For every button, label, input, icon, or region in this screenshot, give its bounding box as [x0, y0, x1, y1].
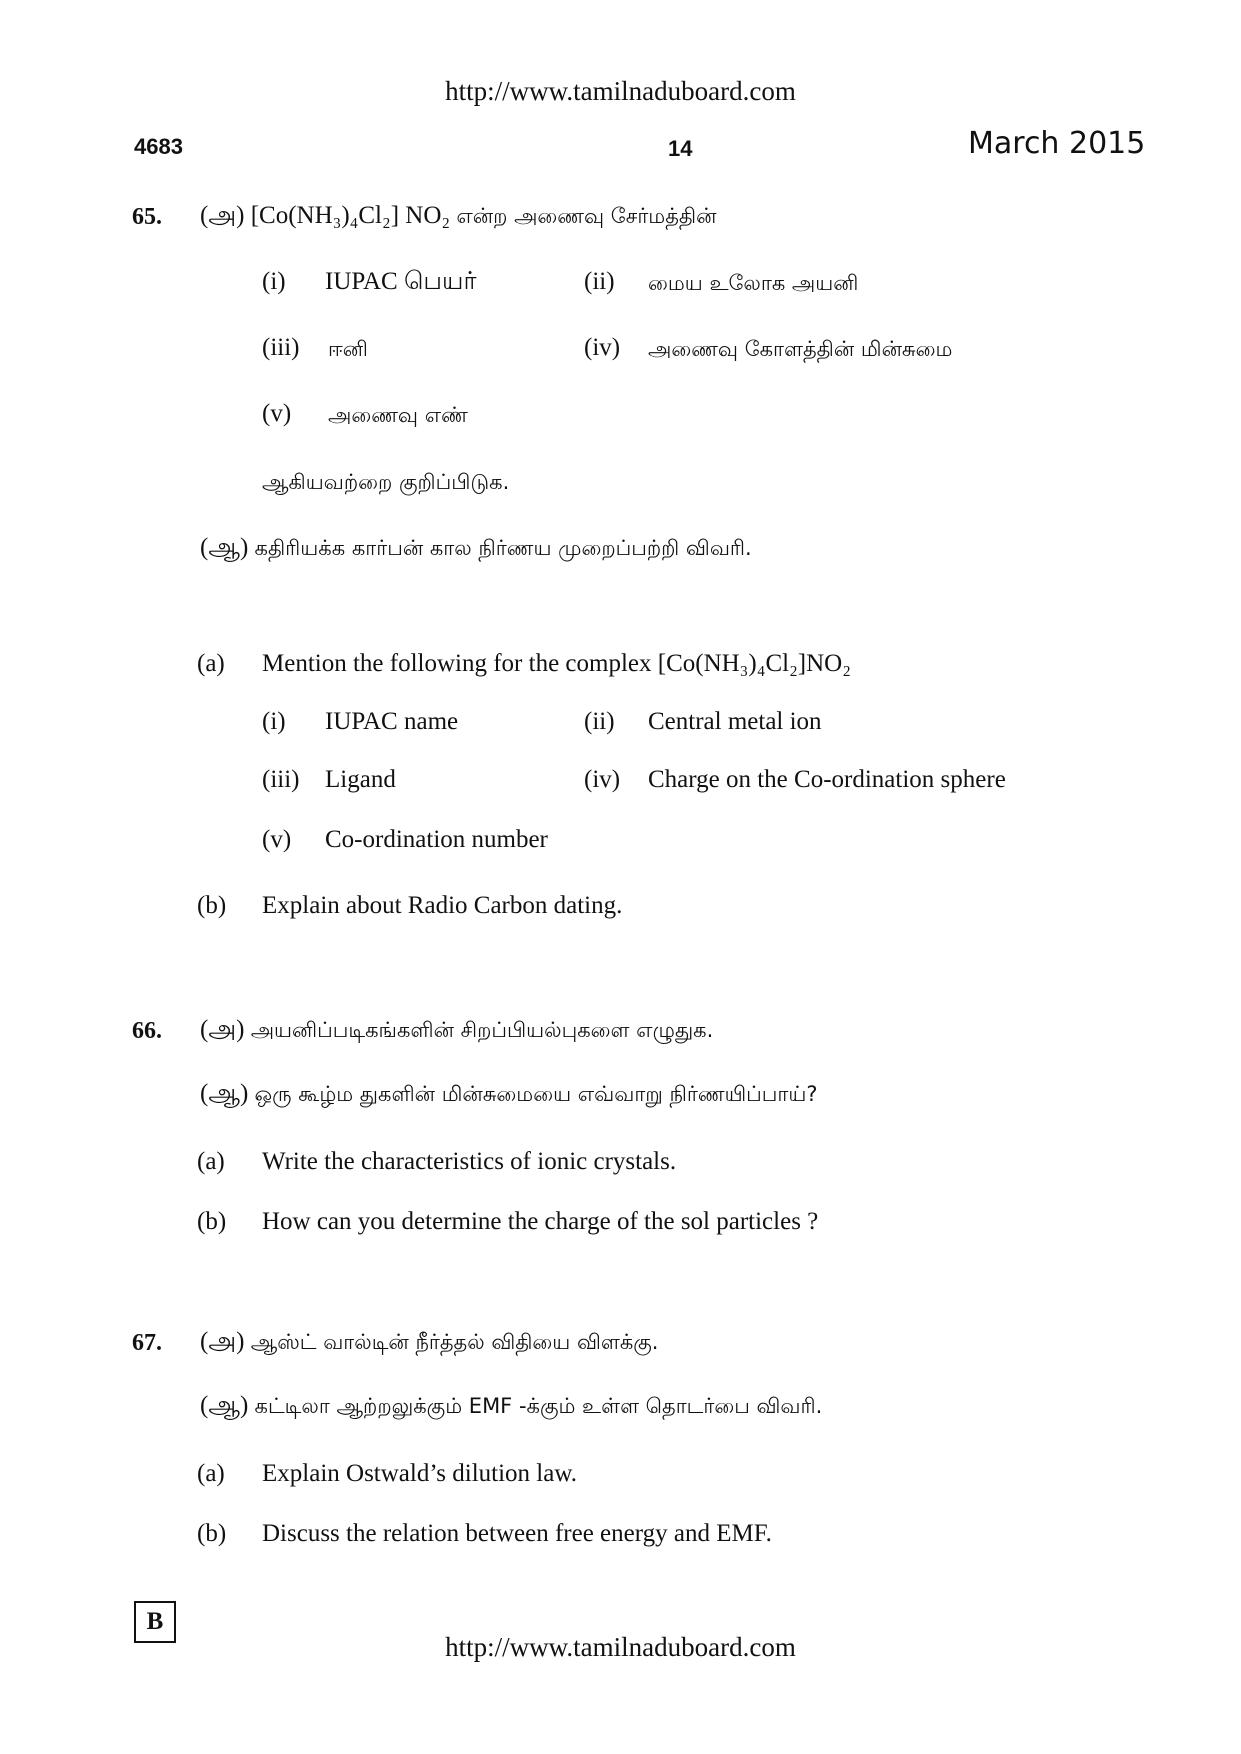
q65-en-item-i-label: (i)	[262, 708, 286, 735]
q66-en-a-label: (a)	[197, 1148, 225, 1175]
q65-ta-b-text: கதிரியக்க கார்பன் கால நிர்ணய முறைப்பற்றி விவரி.	[254, 536, 752, 560]
q65-ta-item-iii-label: (iii)	[262, 334, 300, 361]
q65-ta-a-label: (அ)	[200, 202, 245, 229]
q65-ta-item-iv-label: (iv)	[584, 334, 621, 361]
q65-en-item-v-label: (v)	[262, 826, 292, 853]
q66-ta-b-label: (ஆ)	[200, 1080, 249, 1107]
q67-ta-a-label: (அ)	[200, 1328, 245, 1355]
q67-en-b-text: Discuss the relation between free energy and EMF.	[262, 1520, 772, 1547]
q65-ta-a-text: என்ற அணைவு சேர்மத்தின்	[456, 204, 717, 228]
q65-ta-item-v-label: (v)	[262, 400, 292, 427]
q65-tamil-b	[200, 534, 752, 565]
q66-tamil-a	[200, 1016, 713, 1047]
exam-date: March 2015	[968, 126, 1146, 161]
booklet-letter-box: B	[134, 1601, 176, 1643]
q67-en-a-label: (a)	[197, 1460, 225, 1487]
question-65-number: 65.	[132, 204, 162, 230]
q65-en-a-text: Mention the following for the complex [Co(NH₃)₄Cl₂]NO₂	[262, 650, 851, 677]
top-url: http://www.tamilnaduboard.com	[445, 76, 796, 106]
q65-en-item-iv-text: Charge on the Co-ordination sphere	[648, 766, 1006, 793]
q65-en-item-ii-label: (ii)	[584, 708, 615, 735]
q66-ta-a-label: (அ)	[200, 1016, 245, 1043]
q65-ta-a-end: ஆகியவற்றை குறிப்பிடுக.	[262, 470, 510, 494]
q67-en-b-label: (b)	[197, 1520, 227, 1547]
q66-en-b-label: (b)	[197, 1208, 227, 1235]
q66-en-b-text: How can you determine the charge of the sol particles ?	[262, 1208, 819, 1235]
question-66-number: 66.	[132, 1018, 162, 1044]
paper-code: 4683	[134, 134, 183, 159]
q65-ta-item-ii-text: மைய உலோக அயனி	[648, 271, 859, 295]
q65-en-item-iii-label: (iii)	[262, 766, 300, 793]
q65-en-b-label: (b)	[197, 892, 227, 919]
q65-ta-a-formula: [Co(NH₃)₄Cl₂] NO₂	[250, 202, 451, 229]
q65-ta-item-iv-text: அணைவு கோளத்தின் மின்சுமை	[648, 337, 953, 361]
q65-en-item-iii-text: Ligand	[325, 766, 396, 793]
q65-ta-item-ii-label: (ii)	[584, 268, 615, 295]
q66-en-a-text: Write the characteristics of ionic crystals.	[262, 1148, 677, 1175]
q66-ta-b-text: ஒரு கூழ்ம துகளின் மின்சுமையை எவ்வாறு நிர்ணயிப்பாய்?	[254, 1082, 818, 1106]
q67-tamil-a	[200, 1328, 658, 1359]
q65-en-item-iv-label: (iv)	[584, 766, 621, 793]
q65-ta-b-label: (ஆ)	[200, 534, 249, 561]
q65-en-a-label: (a)	[197, 650, 225, 677]
q65-ta-item-iii-text: ஈனி	[328, 337, 368, 361]
q65-ta-item-i-text: IUPAC பெயர்	[325, 268, 477, 295]
q65-ta-item-v-text: அணைவு எண்	[328, 403, 468, 427]
q65-en-item-ii-text: Central metal ion	[648, 708, 822, 735]
q66-ta-a-text: அயனிப்படிகங்களின் சிறப்பியல்புகளை எழுதுக.	[250, 1018, 714, 1042]
page-number: 14	[668, 136, 693, 161]
question-67-number: 67.	[132, 1330, 162, 1356]
q65-tamil-a	[200, 202, 716, 233]
q65-en-b-text: Explain about Radio Carbon dating.	[262, 892, 623, 919]
q67-ta-b-label: (ஆ)	[200, 1392, 249, 1419]
q67-tamil-b	[200, 1392, 822, 1423]
bottom-url: http://www.tamilnaduboard.com	[445, 1632, 796, 1662]
q65-en-item-v-text: Co-ordination number	[325, 826, 548, 853]
q65-en-item-i-text: IUPAC name	[325, 708, 459, 735]
q67-ta-a-text: ஆஸ்ட் வால்டின் நீர்த்தல் விதியை விளக்கு.	[250, 1330, 659, 1354]
q65-ta-item-i-label: (i)	[262, 268, 286, 295]
q67-ta-b-text: கட்டிலா ஆற்றலுக்கும் EMF -க்கும் உள்ள தொடர்பை விவரி.	[254, 1394, 823, 1418]
q67-en-a-text: Explain Ostwald’s dilution law.	[262, 1460, 578, 1487]
q66-tamil-b	[200, 1080, 818, 1111]
